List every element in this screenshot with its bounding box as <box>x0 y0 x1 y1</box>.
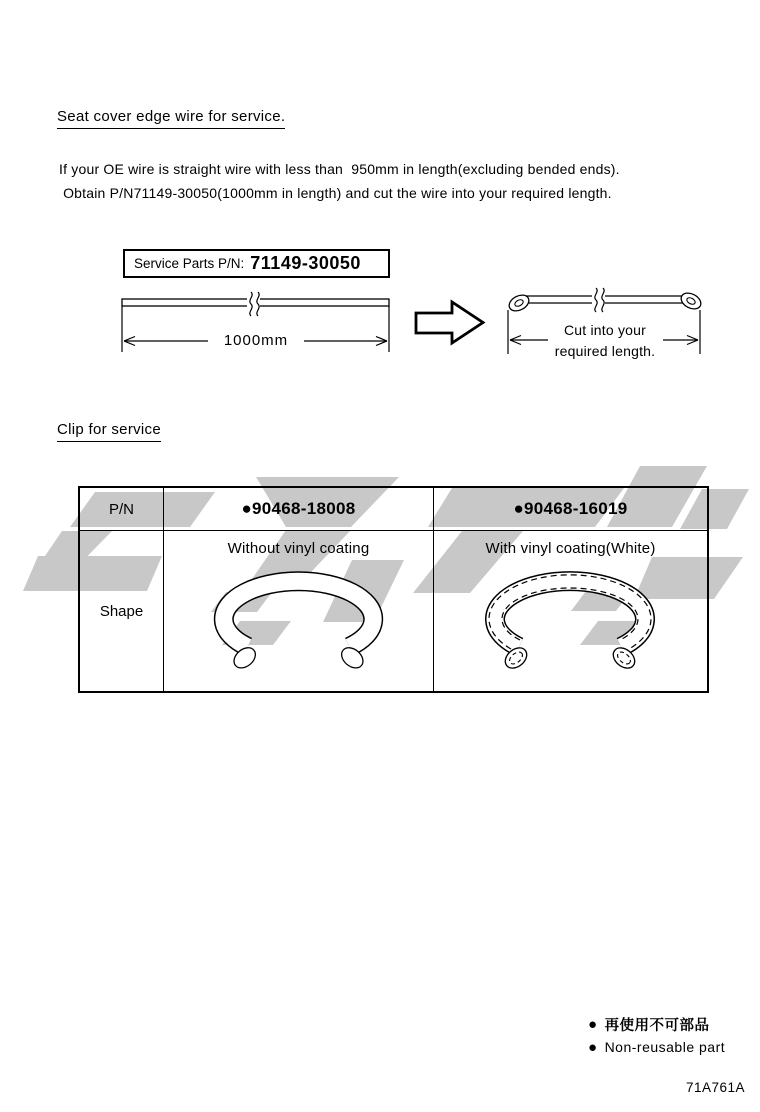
non-reusable-bullet-icon: ● <box>588 1038 598 1056</box>
shape-cell-without-coating <box>164 531 434 691</box>
legend-english-text: Non-reusable part <box>604 1039 726 1055</box>
cut-note <box>540 320 670 362</box>
shape-cell-with-coating <box>434 531 707 691</box>
body-text-line1: If your OE wire is straight wire with less than 950mm in length(excluding bended ends). <box>59 161 620 177</box>
service-parts-number: 71149-30050 <box>250 253 361 273</box>
block-arrow-icon <box>416 302 483 343</box>
part-number-without-coating: ●90468-18008 <box>164 488 434 531</box>
clip-parts-table <box>78 486 709 693</box>
shape-caption-without-coating: Without vinyl coating <box>227 540 370 557</box>
length-dimension-label: 1000mm <box>208 332 304 349</box>
clip-drawing-without-coating <box>164 531 433 691</box>
service-parts-box <box>123 249 390 278</box>
table-header-pn: P/N <box>80 488 164 531</box>
cut-note-line1: Cut into your <box>564 322 646 338</box>
legend-japanese-text: 再使用不可部品 <box>604 1018 710 1034</box>
body-text-line2: Obtain P/N71149-30050(1000mm in length) and cut the wire into your required length. <box>59 185 612 201</box>
non-reusable-bullet-icon: ● <box>588 1016 598 1033</box>
clip-drawing-with-coating <box>434 531 707 691</box>
section-title-clip: Clip for service <box>57 421 161 442</box>
section-title-wire: Seat cover edge wire for service. <box>57 108 285 129</box>
service-parts-label: Service Parts P/N: <box>134 256 245 271</box>
legend-english-line <box>588 1039 725 1055</box>
cut-note-line2: required length. <box>554 343 656 359</box>
document-code: 71A761A <box>686 1080 746 1095</box>
legend-japanese-line <box>588 1014 710 1035</box>
shape-caption-with-coating: With vinyl coating(White) <box>485 540 656 557</box>
part-number-with-coating: ●90468-16019 <box>434 488 707 531</box>
table-header-shape: Shape <box>80 531 164 691</box>
